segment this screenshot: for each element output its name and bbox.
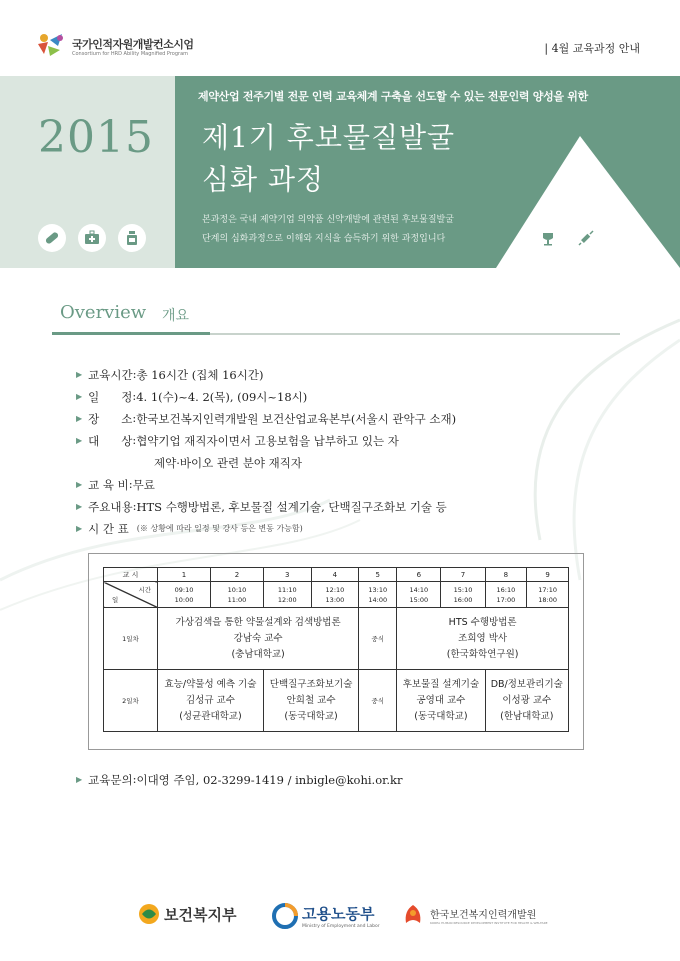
info-value: 제약·바이오 관련 분야 재직자 — [154, 456, 302, 470]
info-label: 주요내용 — [88, 500, 133, 514]
info-row-place: ▶ 장 소 : 한국보건복지인력개발원 보건산업교육본부(서울시 관악구 소재) — [76, 411, 457, 426]
day2-session-2: 단백질구조화보기술 안희철 교수 (동국대학교) — [263, 670, 358, 732]
info-value: 무료 — [132, 478, 155, 492]
info-row-timetable — [76, 521, 303, 537]
period-cell: 4 — [311, 568, 359, 582]
info-label: 대 상 — [88, 434, 133, 448]
day2-session-1: 효능/약물성 예측 기술 김성규 교수 (성균관대학교) — [158, 670, 264, 732]
logo-kohi — [400, 903, 548, 927]
time-cell: 11:10 12:00 — [263, 582, 311, 608]
day2-session-4: DB/정보관리기술 이성광 교수 (한남대학교) — [485, 670, 568, 732]
bullet-icon: ▶ — [76, 392, 83, 401]
kohi-icon — [400, 903, 426, 927]
logo-kohi-sub: KOREA HUMAN RESOURCE DEVELOPMENT INSTITUTE FOR HEALTH & WELFARE — [430, 920, 548, 925]
ministry-health-icon — [138, 903, 160, 925]
period-cell: 6 — [397, 568, 441, 582]
day2-label: 2일차 — [104, 670, 158, 732]
overview-divider — [210, 333, 620, 335]
period-cell: 7 — [441, 568, 485, 582]
contact-label: 교육문의 — [88, 773, 133, 787]
logo-ministry-health — [138, 903, 236, 925]
day1-label: 1일차 — [104, 608, 158, 670]
course-title-line1: 제1기 후보물질발굴 — [202, 121, 456, 154]
day2-session-3: 후보물질 설계기술 공영대 교수 (동국대학교) — [397, 670, 485, 732]
pill-icon — [38, 224, 66, 252]
corner-period-label: 교 시 — [104, 568, 158, 582]
bullet-icon: ▶ — [76, 370, 83, 379]
info-label: 일 정 — [88, 390, 133, 404]
overview-title: Overview — [60, 302, 147, 323]
logo-ministry-health-text: 보건복지부 — [164, 905, 237, 924]
timetable-note: (※ 상황에 따라 일정 및 강사 등은 변동 가능함) — [136, 524, 303, 533]
contact-row: ▶ 교육문의 : 이대영 주임, 02-3299-1419 / inbigle@kohi.or.kr — [76, 772, 403, 787]
period-cell: 1 — [158, 568, 211, 582]
bullet-icon: ▶ — [76, 414, 83, 423]
bullet-icon: ▶ — [76, 524, 83, 533]
time-cell: 09:10 10:00 — [158, 582, 211, 608]
period-row — [104, 568, 569, 582]
medicine-bottle-icon — [118, 224, 146, 252]
org-name: 국가인적자원개발컨소시엄 — [72, 38, 194, 51]
medical-kit-icon — [78, 224, 106, 252]
overview-underline — [52, 332, 210, 335]
info-value: 4. 1(수)~4. 2(목), (09시~18시) — [136, 390, 308, 404]
logo-ministry-labor-sub: Ministry of Employment and Labor — [302, 924, 380, 929]
info-row-content: ▶ 주요내용 : HTS 수행방법론, 후보물질 설계기술, 단백질구조화보 기술 등 — [76, 499, 447, 514]
info-row-target: ▶ 대 상 : 협약기업 재직자이면서 고용보험을 납부하고 있는 자 — [76, 433, 399, 448]
banner-tagline: 제약산업 전주기별 전문 인력 교육체계 구축을 선도할 수 있는 전문인력 양성을 위한 — [198, 90, 588, 103]
period-cell: 3 — [263, 568, 311, 582]
time-row — [104, 582, 569, 608]
corner-time-label — [104, 582, 158, 608]
day2-lunch: 중식 — [359, 670, 397, 732]
corner-day-text: 일 — [112, 595, 119, 604]
time-cell: 14:10 15:00 — [397, 582, 441, 608]
period-cell: 8 — [485, 568, 527, 582]
course-banner — [0, 76, 680, 268]
info-value: 협약기업 재직자이면서 고용보험을 납부하고 있는 자 — [136, 434, 399, 448]
info-label: 장 소 — [88, 412, 133, 426]
schedule-table-frame — [88, 553, 584, 750]
bullet-icon: ▶ — [76, 502, 83, 511]
bullet-icon: ▶ — [76, 775, 83, 784]
info-value: 총 16시간 (집체 16시간) — [136, 368, 264, 382]
info-label: 교 육 비 — [88, 478, 129, 492]
info-row-time: ▶ 교육시간 : 총 16시간 (집체 16시간) — [76, 367, 264, 382]
info-row-fee: ▶ 교 육 비 : 무료 — [76, 477, 155, 492]
info-row-target-cont — [154, 455, 302, 471]
time-cell: 16:10 17:00 — [485, 582, 527, 608]
contact-value[interactable]: 이대영 주임, 02-3299-1419 / inbigle@kohi.or.kr — [136, 773, 403, 787]
bullet-icon: ▶ — [76, 436, 83, 445]
info-label: 시 간 표 — [88, 522, 129, 536]
time-cell: 13:10 14:00 — [359, 582, 397, 608]
consortium-logo-icon — [34, 28, 70, 60]
day1-session-2: HTS 수행방법론 조희영 박사 (한국화학연구원) — [397, 608, 569, 670]
logo-ministry-labor — [272, 903, 380, 929]
org-subtitle: Consortium for HRD Ability Magnified Program — [72, 51, 189, 57]
info-value: 한국보건복지인력개발원 보건산업교육본부(서울시 관악구 소재) — [136, 412, 457, 426]
course-title-line2: 심화 과정 — [202, 163, 325, 196]
time-cell: 12:10 13:00 — [311, 582, 359, 608]
info-row-schedule: ▶ 일 정 : 4. 1(수)~4. 2(목), (09시~18시) — [76, 389, 308, 404]
logo-ministry-labor-text: 고용노동부 — [302, 905, 375, 923]
bullet-icon: ▶ — [76, 480, 83, 489]
overview-title-korean: 개요 — [162, 308, 190, 324]
ministry-labor-icon — [272, 903, 298, 929]
day2-row — [104, 670, 569, 732]
period-cell: 2 — [210, 568, 263, 582]
time-cell: 10:10 11:00 — [210, 582, 263, 608]
info-label: 교육시간 — [88, 368, 133, 382]
course-description-line1: 본과정은 국내 제약기업 의약품 신약개발에 관련된 후보물질발굴 — [202, 215, 454, 225]
year-label: 2015 — [38, 112, 154, 163]
course-description-line2: 단계의 심화과정으로 이해와 지식을 습득하기 위한 과정입니다 — [202, 234, 446, 244]
day1-row — [104, 608, 569, 670]
info-value: HTS 수행방법론, 후보물질 설계기술, 단백질구조화보 기술 등 — [136, 500, 447, 514]
corner-time-text: 시간 — [138, 585, 151, 594]
logo-kohi-text: 한국보건복지인력개발원 — [430, 909, 537, 921]
microscope-icon — [534, 224, 562, 252]
syringe-icon — [572, 224, 600, 252]
time-cell: 17:10 18:00 — [527, 582, 569, 608]
day1-session-1: 가상검색을 통한 약물설계와 검색방법론 강남숙 교수 (충남대학교) — [158, 608, 359, 670]
day1-lunch: 중식 — [359, 608, 397, 670]
period-cell: 9 — [527, 568, 569, 582]
period-cell: 5 — [359, 568, 397, 582]
month-label: | 4월 교육과정 안내 — [544, 42, 640, 55]
time-cell: 15:10 16:00 — [441, 582, 485, 608]
schedule-table — [103, 567, 569, 732]
